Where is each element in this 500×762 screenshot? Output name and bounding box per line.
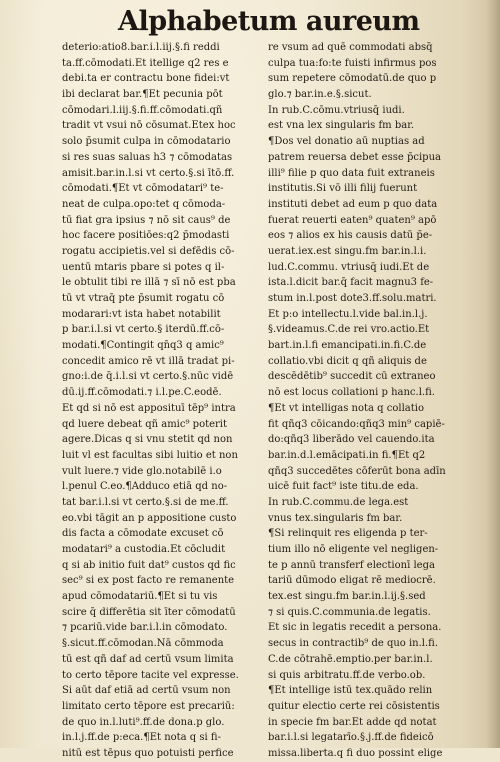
text-line: deterio:atio8.bar.i.l.iij.§.fi reddi <box>62 42 220 53</box>
text-line: rogatu accipietis.vel si defēdis cō- <box>62 245 235 257</box>
text-line: tradit vt vsui nō cōsumat.Etex hoc <box>62 120 236 132</box>
text-line: te p annū transferf electionī lega <box>268 559 435 571</box>
text-line: nō est locus collationi p hanc.l.fi. <box>268 387 435 399</box>
text-line: neat de culpa.opo:tet q cōmoda- <box>62 198 226 210</box>
text-line: Et p:o intellectu.l.vide bal.in.l.j. <box>268 308 428 320</box>
text-line: to certo tēpore tacite vel expresse. <box>62 669 239 681</box>
text-line: tariū dūmodo eligat rē mediocrē. <box>268 575 436 587</box>
text-line: tium illo nō eligente vel negligen- <box>268 544 439 555</box>
text-line: gno:i.de q̄.i.l.si vt certo.§.nūc vidē <box>62 371 234 383</box>
text-line: secus in contractib⁹ de quo in.l.fi. <box>268 638 439 650</box>
text-line: eo.vbi tāgit an p appositione custo <box>62 512 237 524</box>
text-line: tū fiat gra ipsius ⁊ nō sit caus⁹ de <box>62 214 231 226</box>
text-line: ¶Si relinquit res eligenda p ter- <box>268 528 428 540</box>
text-line: qd luere debeat qñ amic⁹ poterit <box>62 418 228 430</box>
text-line: sum repetere cōmodatū.de quo p <box>268 73 437 85</box>
text-line: solo p̄sumit culpa in cōmodatario <box>62 136 231 148</box>
text-line: ¶Et vt intelligas nota q collatio <box>268 402 424 414</box>
text-line: illi⁹ filie p quo data fuit extraneis <box>268 167 435 179</box>
text-line: hoc facere positiōes:q2 p̄modasti <box>62 230 230 242</box>
text-line: bart.in.l.fi emancipati.in.fi.C.de <box>268 340 427 352</box>
text-line: §.videamus.C.de rei vro.actio.Et <box>268 324 430 336</box>
text-line: culpa tua:fo:te fuisti infirmus pos <box>268 57 437 69</box>
text-line: collatio.vbi dicit q qñ aliquis de <box>268 355 427 367</box>
text-line: apud cōmodatariū.¶Et si tu vis <box>62 591 218 603</box>
text-line: descēdētib⁹ succedit cū extraneo <box>268 371 436 383</box>
text-line: instituti debet ad eum p quo data <box>268 198 438 210</box>
running-title: Alphabetum aureum <box>118 6 420 37</box>
text-line: cōmodati.¶Et vt cōmodatari⁹ te- <box>62 183 224 195</box>
text-line: ⁊ si quis.C.communia.de legatis. <box>268 606 431 618</box>
text-line: ⁊ pcariū.vide bar.i.l.in cōmodato. <box>62 622 228 634</box>
text-line: nitū est tēpus quo potuisti perfice <box>62 747 234 759</box>
text-line: dis facta a cōmodate excuset cō <box>62 528 224 540</box>
page-edge-shadow <box>486 0 500 748</box>
text-line: re vsum ad quē commodati absq̄ <box>268 42 433 53</box>
text-line: ¶Et intellige istū tex.quādo relin <box>268 685 433 697</box>
text-line: ta.ff.cōmodati.Et itellige q2 res e <box>62 57 229 69</box>
text-line: uerat.iex.est singu.fm bar.in.l.i. <box>268 245 427 257</box>
text-line: eos ⁊ alios ex his causis datū p̄e- <box>268 230 433 242</box>
text-line: Et sic in legatis recedit a persona. <box>268 622 442 634</box>
text-line: §.sicut.ff.cōmodan.Nā cōmmoda <box>62 638 224 650</box>
text-line: tat bar.i.l.si vt certo.§.si de me.ff. <box>62 496 229 508</box>
text-line: stum in.l.post dote3.ff.solu.matri. <box>268 293 437 304</box>
text-line: uicē fuit fact⁹ iste titu.de eda. <box>268 481 419 493</box>
text-line: in.l.j.ff.de p:eca.¶Et nota q si fi- <box>62 732 221 744</box>
text-line: tū vt vtraq̄ pte p̄sumit rogatu cō <box>62 293 225 304</box>
text-line: vnus tex.singularis fm bar. <box>268 512 403 524</box>
text-line: institutis.Si vō illi filij fuerunt <box>268 183 418 195</box>
text-line: lud.C.commu. vtriusq̄ iudi.Et de <box>268 261 430 273</box>
text-line: l.penul C.eo.¶Adduco etiā qd no- <box>62 481 228 493</box>
text-line: modatari⁹ a custodia.Et cōcludit <box>62 544 226 555</box>
text-line: In rub.C.cōmu.vtriusq̄ iudi. <box>268 104 405 116</box>
text-line: patrem reuersa debet esse p̄cipua <box>268 151 441 163</box>
text-line: in specie fm bar.Et adde qd notat <box>268 716 437 728</box>
text-line: est vna lex singularis fm bar. <box>268 120 415 132</box>
text-line: vult luere.⁊ vide glo.notabilē i.o <box>62 465 222 477</box>
text-line: C.de cōtrahē.emptio.per bar.in.l. <box>268 653 433 665</box>
text-line: limitato certo tēpore est precariū: <box>62 700 235 712</box>
text-line: qñq3 succedētes cōferūt bona adīn <box>268 465 446 477</box>
text-line: p bar.i.l.si vt certo.§ iterdū.ff.cō- <box>62 324 225 336</box>
text-line: In rub.C.commu.de lega.est <box>268 496 409 508</box>
text-line: luit vl est facultas sibi luitio et non <box>62 449 238 461</box>
text-line: scire q̄ differētia sit īter cōmodatū <box>62 606 236 618</box>
text-line: tex.est singu.fm bar.in.l.ij.§.sed <box>268 591 426 603</box>
text-line: tū est qñ daf ad certū vsum limita <box>62 653 234 665</box>
text-line: le obtulit tibi re illā ⁊ sī nō est pba <box>62 277 236 289</box>
text-line: ibi declarat bar.¶Et pecunia pōt <box>62 89 223 101</box>
text-line: Et qd si nō est apposituī tēp⁹ intra <box>62 402 236 414</box>
text-line: sec⁹ si ex post facto re remanente <box>62 575 235 587</box>
text-line: dū.ij.ff.cōmodati.⁊ i.l.pe.C.eodē. <box>62 387 222 399</box>
text-line: do:qñq3 liberādo vel cauendo.ita <box>268 434 435 446</box>
text-line: quitur electio certe rei cōsistentis <box>268 700 440 712</box>
right-column <box>268 40 454 762</box>
text-line: cōmodari.l.iij.§.fi.ff.cōmodati.qñ <box>62 104 223 116</box>
text-line: uentū mtaris pbare si potes q il- <box>62 261 225 273</box>
text-line: bar.i.l.si legatarīo.§.j.ff.de fideicō <box>268 732 434 744</box>
text-line: si res suas saluas h3 ⁊ cōmodatas <box>62 151 233 163</box>
text-line: concedit amico rē vt illā tradat pi- <box>62 355 235 367</box>
text-line: q si ab initio fuit dat⁹ custos qd fic <box>62 559 236 571</box>
text-line: agere.Dicas q si vnu stetit qd non <box>62 434 233 446</box>
text-line: missa.liberta.q fi duo possint elige <box>268 747 443 759</box>
text-line: Si aūt daf etiā ad certū vsum non <box>62 685 231 697</box>
text-line: modarari:vt ista habet notabilit <box>62 308 221 320</box>
text-line: de quo in.l.luti⁹.ff.de dona.p glo. <box>62 716 225 728</box>
text-line: modati.¶Contingit qn̄q3 q amic⁹ <box>62 340 224 352</box>
text-line: fuerat reuerti eaten⁹ quaten⁹ apō <box>268 214 437 226</box>
text-line: amisit.bar.in.l.si vt certo.§.si ītō.ff. <box>62 167 235 179</box>
text-line: si quis arbitratu.ff.de verbo.ob. <box>268 669 426 681</box>
text-line: bar.in.d.l.emācipati.in fi.¶Et q2 <box>268 449 426 461</box>
text-line: glo.⁊ bar.in.e.§.sicut. <box>268 89 372 101</box>
left-column <box>62 40 242 762</box>
text-line: fit qñq3 cōicando:qñq3 min⁹ capiē- <box>268 418 445 430</box>
text-line: ista.l.dicit bar.q̄ facit magnu3 fe- <box>268 277 434 289</box>
text-line: debi.ta er contractu bone fidei:vt <box>62 73 230 85</box>
text-line: ¶Dos vel donatio aū nuptias ad <box>268 136 425 148</box>
